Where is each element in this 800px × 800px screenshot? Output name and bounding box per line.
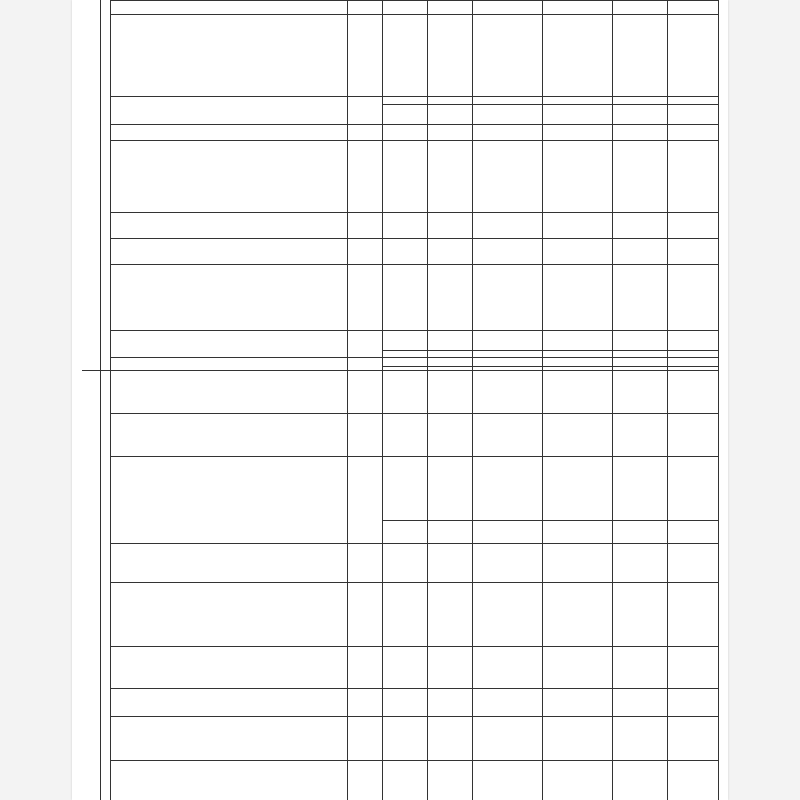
row-divider <box>110 264 718 265</box>
row-description <box>114 266 342 328</box>
row-description <box>114 2 342 12</box>
row-divider <box>110 582 718 583</box>
row-divider <box>110 124 718 125</box>
row-description <box>114 690 342 714</box>
row-description <box>114 126 342 138</box>
outer-column-divider <box>100 0 101 800</box>
row-divider <box>110 716 718 717</box>
column-divider <box>718 0 719 800</box>
column-divider <box>542 0 543 800</box>
row-description <box>114 214 342 236</box>
row-divider <box>110 96 718 97</box>
row-divider <box>110 357 718 358</box>
row-description <box>114 648 342 686</box>
row-description <box>114 332 342 355</box>
row-description <box>114 16 342 94</box>
outer-row-divider <box>82 370 110 371</box>
row-description <box>114 372 342 411</box>
row-divider <box>110 140 718 141</box>
row-description <box>114 545 342 580</box>
column-divider <box>382 0 383 800</box>
row-divider <box>110 543 718 544</box>
column-divider <box>667 0 668 800</box>
row-divider <box>110 212 718 213</box>
column-divider <box>612 0 613 800</box>
row-description <box>114 359 342 368</box>
row-description <box>114 762 342 798</box>
row-description <box>114 584 342 644</box>
row-divider <box>110 456 718 457</box>
document-page <box>72 0 728 800</box>
row-description <box>114 240 342 262</box>
row-divider <box>110 370 718 371</box>
row-divider <box>110 330 718 331</box>
row-description <box>114 98 342 122</box>
row-divider <box>110 646 718 647</box>
row-divider <box>110 0 718 1</box>
column-divider <box>472 0 473 800</box>
column-divider <box>110 0 111 800</box>
row-divider <box>110 688 718 689</box>
row-description <box>114 142 342 210</box>
row-description <box>114 458 342 541</box>
row-divider <box>110 14 718 15</box>
document-table <box>72 0 728 800</box>
column-divider <box>347 0 348 800</box>
row-divider <box>110 413 718 414</box>
row-description <box>114 718 342 758</box>
row-description <box>114 415 342 454</box>
row-divider <box>110 760 718 761</box>
row-divider <box>110 238 718 239</box>
column-divider <box>427 0 428 800</box>
